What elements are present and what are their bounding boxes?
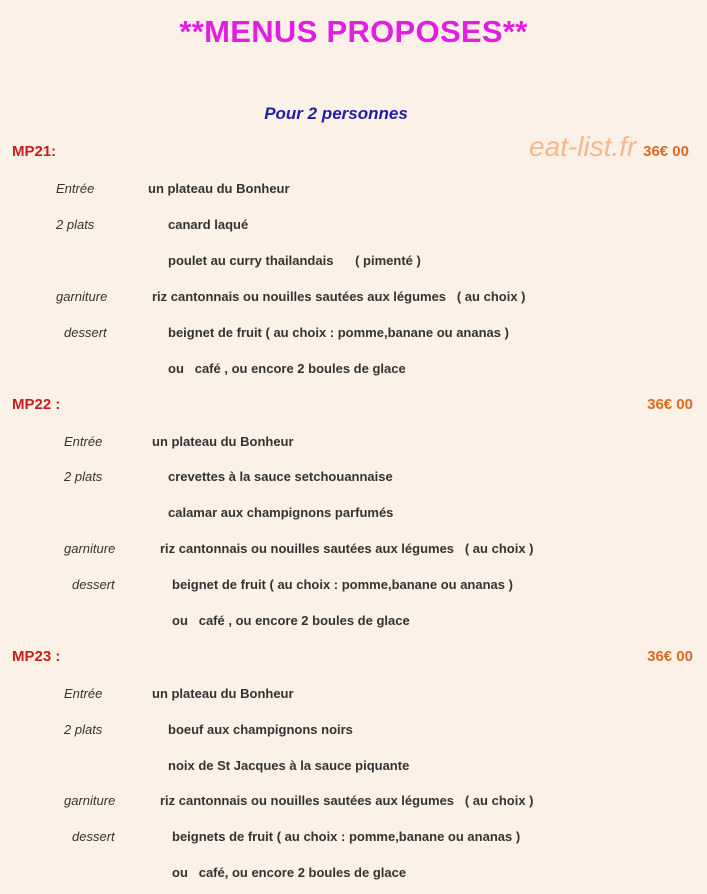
dessert-item: beignets de fruit ( au choix : pomme,banane ou ananas ): [172, 829, 521, 844]
plat-item: poulet au curry thailandais ( pimenté ): [168, 253, 421, 268]
plat-item: noix de St Jacques à la sauce piquante: [168, 758, 410, 773]
plats-label: 2 plats: [64, 722, 103, 737]
plat-item: canard laqué: [168, 217, 249, 232]
dessert-label: dessert: [72, 829, 115, 844]
menu-price: 36€ 00: [647, 396, 693, 413]
dessert-alt-item: ou café, ou encore 2 boules de glace: [172, 865, 407, 880]
garniture-item: riz cantonnais ou nouilles sautées aux légumes ( au choix ): [160, 541, 534, 556]
page-subtitle: Pour 2 personnes: [264, 104, 408, 123]
entree-item: un plateau du Bonheur: [152, 686, 294, 701]
garniture-label: garniture: [56, 289, 108, 304]
entree-item: un plateau du Bonheur: [148, 181, 290, 196]
entree-label: Entrée: [56, 181, 95, 196]
dessert-item: beignet de fruit ( au choix : pomme,banane ou ananas ): [168, 325, 509, 340]
entree-item: un plateau du Bonheur: [152, 434, 294, 449]
entree-label: Entrée: [64, 434, 103, 449]
menu-code: MP22 :: [12, 396, 61, 413]
dessert-label: dessert: [72, 577, 115, 592]
plats-label: 2 plats: [64, 469, 103, 484]
entree-label: Entrée: [64, 686, 103, 701]
watermark: eat-list.fr: [529, 131, 637, 162]
plat-item: calamar aux champignons parfumés: [168, 505, 394, 520]
dessert-label: dessert: [64, 325, 107, 340]
dessert-alt-item: ou café , ou encore 2 boules de glace: [168, 361, 406, 376]
menu-code: MP21:: [12, 143, 57, 160]
plat-item: boeuf aux champignons noirs: [168, 722, 353, 737]
garniture-label: garniture: [64, 541, 116, 556]
garniture-item: riz cantonnais ou nouilles sautées aux légumes ( au choix ): [152, 289, 526, 304]
page-title: **MENUS PROPOSES**: [179, 14, 528, 49]
dessert-alt-item: ou café , ou encore 2 boules de glace: [172, 613, 410, 628]
garniture-label: garniture: [64, 793, 116, 808]
menu-code: MP23 :: [12, 648, 61, 665]
plat-item: crevettes à la sauce setchouannaise: [168, 469, 393, 484]
garniture-item: riz cantonnais ou nouilles sautées aux légumes ( au choix ): [160, 793, 534, 808]
plats-label: 2 plats: [56, 217, 95, 232]
dessert-item: beignet de fruit ( au choix : pomme,banane ou ananas ): [172, 577, 513, 592]
menu-price: 36€ 00: [643, 143, 689, 160]
menu-price: 36€ 00: [647, 648, 693, 665]
